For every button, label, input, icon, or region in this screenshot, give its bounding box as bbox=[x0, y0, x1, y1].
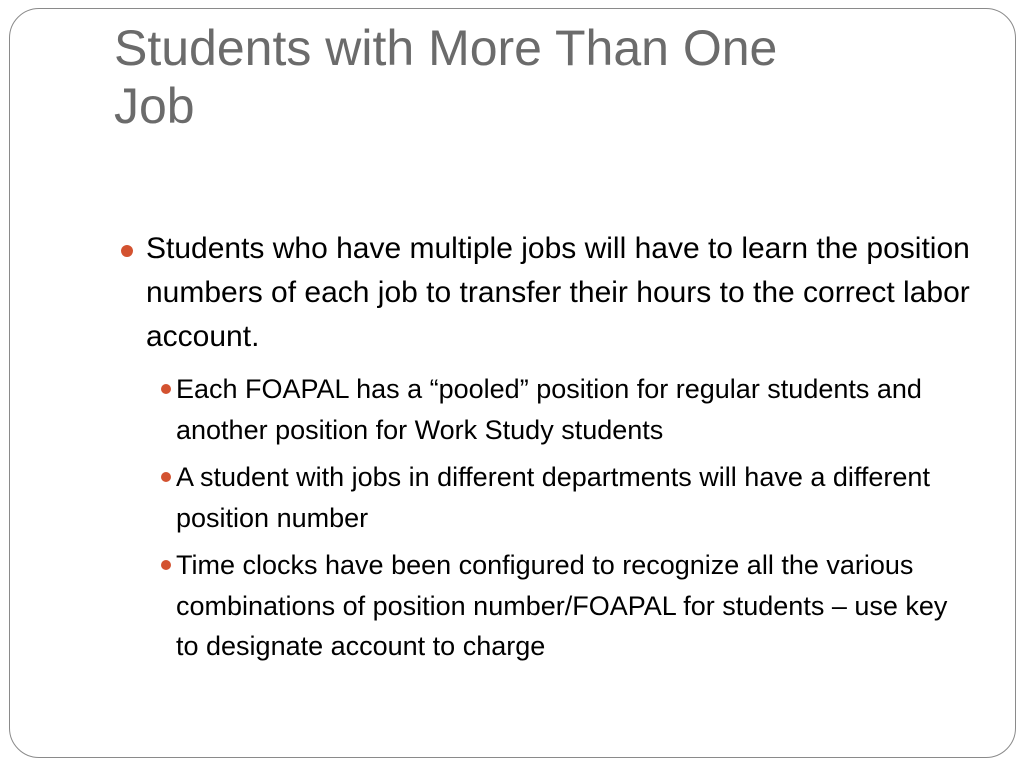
bullet-dot-icon bbox=[161, 472, 171, 482]
bullet-dot-icon bbox=[161, 384, 171, 394]
sub-bullet-text: Time clocks have been configured to recognize all the various combinations of position number/FOAPAL for students – use key to designate account to charge bbox=[176, 550, 948, 661]
bullet-item bbox=[113, 227, 973, 359]
sub-bullet-item bbox=[113, 545, 973, 667]
sub-bullet-list bbox=[113, 369, 973, 667]
sub-bullet-text: A student with jobs in different departments will have a different position number bbox=[176, 462, 930, 533]
slide bbox=[9, 8, 1016, 758]
sub-bullet-text: Each FOAPAL has a “pooled” position for regular students and another position for Work Study students bbox=[176, 374, 922, 445]
sub-bullet-item bbox=[113, 457, 973, 538]
bullet-text: Students who have multiple jobs will have to learn the position numbers of each job to transfer their hours to the correct labor account. bbox=[146, 232, 970, 353]
bullet-dot-icon bbox=[121, 245, 133, 257]
bullet-dot-icon bbox=[161, 560, 171, 570]
slide-content bbox=[113, 227, 973, 674]
slide-title: Students with More Than One Job bbox=[114, 20, 778, 134]
sub-bullet-item bbox=[113, 369, 973, 450]
